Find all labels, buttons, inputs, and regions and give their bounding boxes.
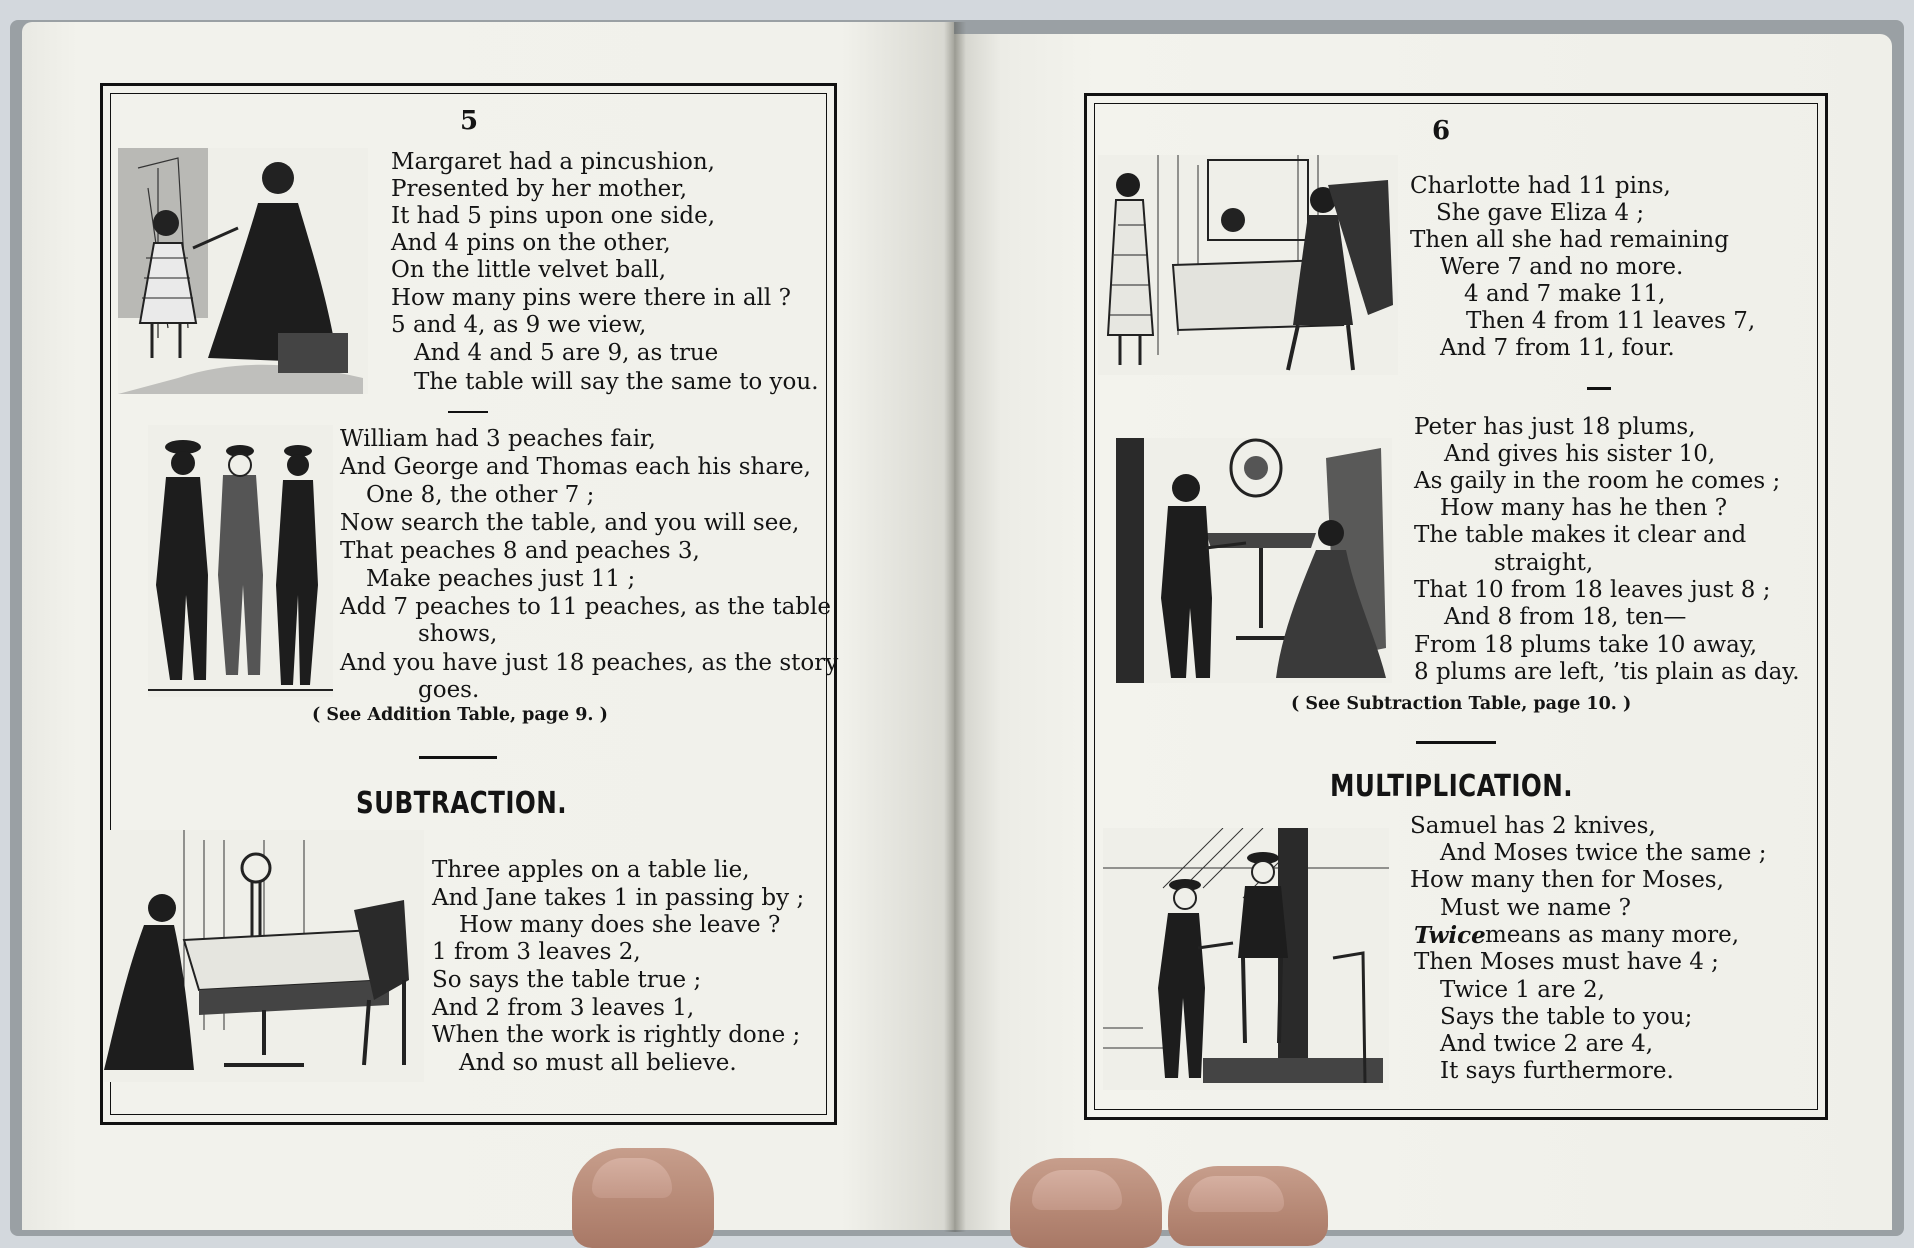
verse-line: Margaret had a pincushion, xyxy=(391,149,715,175)
engraving-samuel-and-moses xyxy=(1103,828,1389,1090)
verse-line: And gives his sister 10, xyxy=(1444,441,1716,467)
verse-line: Samuel has 2 knives, xyxy=(1410,813,1656,839)
verse-line: Then 4 from 11 leaves 7, xyxy=(1466,308,1756,334)
section-divider xyxy=(419,756,497,759)
verse-word-twice: Twice xyxy=(1414,922,1486,949)
verse-line: The table will say the same to you. xyxy=(414,369,819,395)
verse-line: It says furthermore. xyxy=(1440,1058,1674,1084)
verse-line: Three apples on a table lie, xyxy=(432,857,750,883)
verse-line: How many then for Moses, xyxy=(1410,867,1724,893)
verse-line: goes. xyxy=(418,677,480,703)
verse-line: shows, xyxy=(418,621,498,647)
verse-line: And 2 from 3 leaves 1, xyxy=(432,995,695,1021)
engraving-jane-at-table xyxy=(104,830,424,1082)
verse-line: And 7 from 11, four. xyxy=(1440,335,1675,361)
verse-line: Then all she had remaining xyxy=(1410,227,1729,253)
verse-line: How many pins were there in all ? xyxy=(391,285,791,311)
page-number-left: 5 xyxy=(460,106,479,136)
verse-line: Make peaches just 11 ; xyxy=(366,566,636,592)
book-gutter xyxy=(944,22,966,1232)
section-divider xyxy=(1416,741,1496,744)
verse-line: Presented by her mother, xyxy=(391,176,688,202)
page-number-right: 6 xyxy=(1432,116,1451,146)
verse-line: And 4 pins on the other, xyxy=(391,230,671,256)
verse-line: Says the table to you; xyxy=(1440,1004,1693,1030)
verse-line: 5 and 4, as 9 we view, xyxy=(391,312,647,338)
verse-line: That peaches 8 and peaches 3, xyxy=(340,538,700,564)
verse-line: On the little velvet ball, xyxy=(391,257,667,283)
verse-line: Twice 1 are 2, xyxy=(1440,977,1605,1003)
verse-line: Were 7 and no more. xyxy=(1440,254,1684,280)
section-divider xyxy=(448,411,488,413)
heading-subtraction: SUBTRACTION. xyxy=(356,786,567,821)
verse-line: Charlotte had 11 pins, xyxy=(1410,173,1671,199)
verse-line: So says the table true ; xyxy=(432,967,702,993)
verse-line: And George and Thomas each his share, xyxy=(340,454,811,480)
verse-line: From 18 plums take 10 away, xyxy=(1414,632,1758,658)
verse-line: She gave Eliza 4 ; xyxy=(1436,200,1645,226)
verse-line: And 8 from 18, ten— xyxy=(1444,604,1687,630)
verse-line: And Jane takes 1 in passing by ; xyxy=(432,885,805,911)
section-divider xyxy=(1587,387,1611,390)
verse-line: One 8, the other 7 ; xyxy=(366,482,595,508)
engraving-charlotte-and-eliza xyxy=(1098,155,1398,375)
verse-line: That 10 from 18 leaves just 8 ; xyxy=(1414,577,1771,603)
verse-line: When the work is rightly done ; xyxy=(432,1022,801,1048)
verse-line: means as many more, xyxy=(1485,922,1740,948)
verse-line: How many does she leave ? xyxy=(459,912,781,938)
verse-line: And Moses twice the same ; xyxy=(1440,840,1767,866)
verse-line: And twice 2 are 4, xyxy=(1440,1031,1654,1057)
verse-line: William had 3 peaches fair, xyxy=(340,426,656,452)
verse-line: And 4 and 5 are 9, as true xyxy=(414,340,719,366)
verse-line: How many has he then ? xyxy=(1440,495,1728,521)
verse-line: straight, xyxy=(1494,550,1594,576)
heading-multiplication: MULTIPLICATION. xyxy=(1330,769,1573,804)
addition-table-reference: ( See Addition Table, page 9. ) xyxy=(312,705,608,725)
verse-line: Peter has just 18 plums, xyxy=(1414,414,1696,440)
verse-line: Must we name ? xyxy=(1440,895,1631,921)
verse-line: The table makes it clear and xyxy=(1414,522,1747,548)
subtraction-table-reference: ( See Subtraction Table, page 10. ) xyxy=(1291,694,1632,714)
verse-line: It had 5 pins upon one side, xyxy=(391,203,716,229)
verse-line: Then Moses must have 4 ; xyxy=(1414,949,1719,975)
verse-line: 8 plums are left, ’tis plain as day. xyxy=(1414,659,1800,685)
verse-line: 1 from 3 leaves 2, xyxy=(432,939,641,965)
engraving-margaret-and-mother xyxy=(118,148,368,394)
verse-line: Now search the table, and you will see, xyxy=(340,510,800,536)
verse-line: And so must all believe. xyxy=(459,1050,737,1076)
verse-line: As gaily in the room he comes ; xyxy=(1414,468,1781,494)
engraving-three-boys xyxy=(148,425,333,697)
verse-line: 4 and 7 make 11, xyxy=(1464,281,1666,307)
verse-line: And you have just 18 peaches, as the story xyxy=(340,650,839,676)
verse-line: Add 7 peaches to 11 peaches, as the table xyxy=(340,594,831,620)
engraving-peter-and-sister xyxy=(1116,438,1392,683)
